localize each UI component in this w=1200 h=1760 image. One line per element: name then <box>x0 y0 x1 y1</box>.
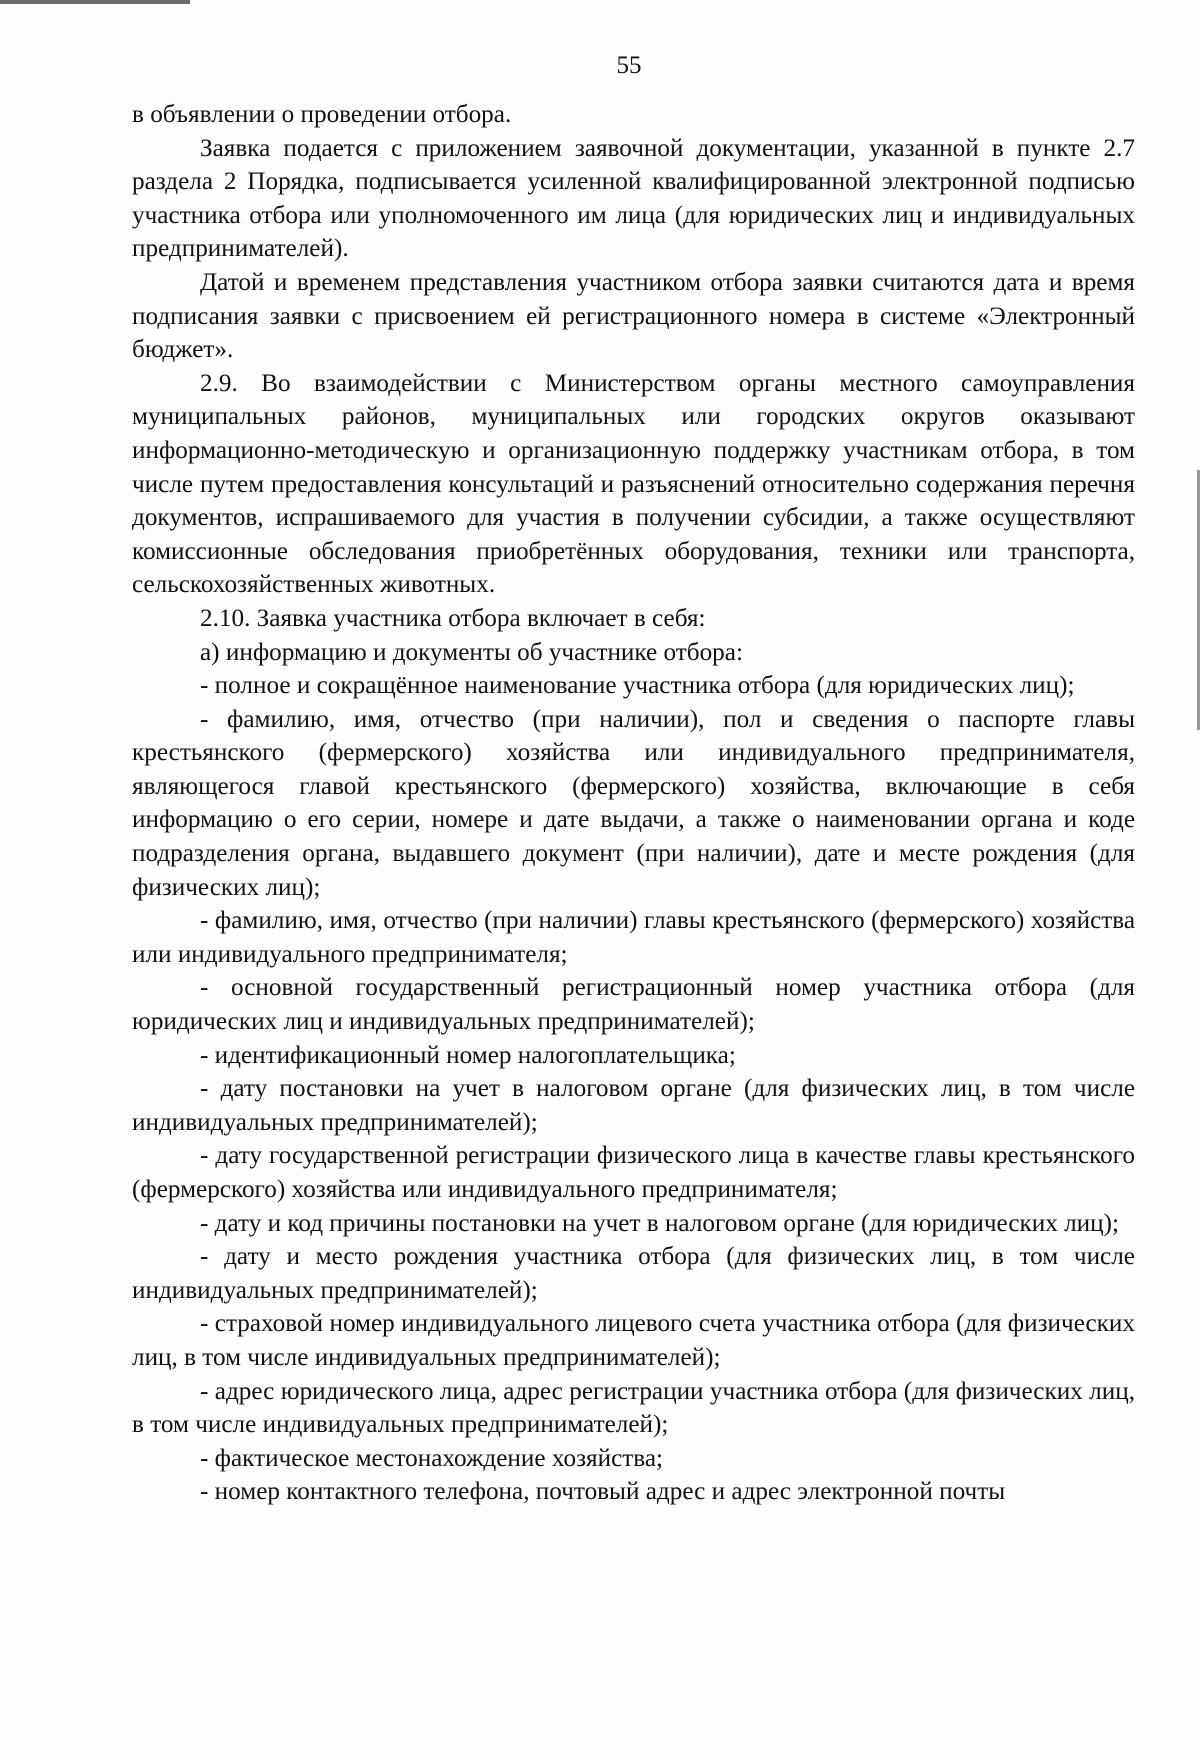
page-number: 55 <box>616 52 642 79</box>
paragraph: - фактическое местонахождение хозяйства; <box>200 1444 664 1472</box>
paragraph: - дату и код причины постановки на учет в налоговом органе (для юридических лиц); <box>200 1209 1120 1237</box>
paragraph: - дату постановки на учет в налоговом органе (для физических лиц, в том числе индивидуальных предпринимателей); <box>132 1075 1135 1136</box>
paragraph: - адрес юридического лица, адрес регистрации участника отбора (для физических лиц, в том числе индивидуальных предпринимателей); <box>132 1377 1135 1439</box>
paragraph: - полное и сокращённое наименование участника отбора (для юридических лиц); <box>200 672 1075 700</box>
paragraph: - идентификационный номер налогоплательщика; <box>200 1041 736 1069</box>
paragraph: - основной государственный регистрационный номер участника отбора (для юридических лиц и индивидуальных предпринимателей); <box>132 974 1135 1036</box>
paragraph: в объявлении о проведении отбора. <box>132 101 512 128</box>
scan-edge-top <box>0 0 190 4</box>
document-body <box>132 98 1135 1509</box>
paragraph: - дату и место рождения участника отбора (для физических лиц, в том числе индивидуальных предпринимателей); <box>132 1243 1135 1304</box>
paragraph: Заявка подается с приложением заявочной документации, указанной в пункте 2.7 раздела 2 Порядка, подписывается усиленной квалифицированной электронной подписью участника отбора или уполномоченного им лица (для юридических лиц и индивидуальных предпринимателей). <box>132 134 1135 263</box>
paragraph: - дату государственной регистрации физического лица в качестве главы крестьянского (фермерского) хозяйства или индивидуального предпринимателя; <box>132 1142 1135 1203</box>
paragraph: 2.9. Во взаимодействии с Министерством органы местного самоуправления муниципальных районов, муниципальных или городских округов оказывают информационно-методическую и организационную поддержку участникам отбора, в том числе путем предоставления консультаций и разъяснений относительно содержания перечня документов, испрашиваемого для участия в получении субсидии, а также осуществляют комиссионные обследования приобретённых оборудования, техники или транспорта, сельскохозяйственных животных. <box>132 369 1135 599</box>
paragraph: 2.10. Заявка участника отбора включает в себя: <box>200 604 706 632</box>
paragraph: - фамилию, имя, отчество (при наличии) главы крестьянского (фермерского) хозяйства или индивидуального предпринимателя; <box>132 907 1135 968</box>
paragraph: Датой и временем представления участником отбора заявки считаются дата и время подписания заявки с присвоением ей регистрационного номера в системе «Электронный бюджет». <box>132 268 1135 364</box>
paragraph: - страховой номер индивидуального лицевого счета участника отбора (для физических лиц, в том числе индивидуальных предпринимателей); <box>132 1310 1135 1371</box>
paragraph: - номер контактного телефона, почтовый адрес и адрес электронной почты <box>200 1478 1006 1506</box>
paragraph: - фамилию, имя, отчество (при наличии), пол и сведения о паспорте главы крестьянского (фермерского) хозяйства или индивидуального предпринимателя, являющегося главой крестьянского (фермерского) хозяйства, включающие в себя информацию о его серии, номере и дате выдачи, а также о наименовании органа и коде подразделения органа, выдавшего документ (при наличии), дате и месте рождения (для физических лиц); <box>132 705 1135 901</box>
paragraph: а) информацию и документы об участнике отбора: <box>200 638 743 666</box>
